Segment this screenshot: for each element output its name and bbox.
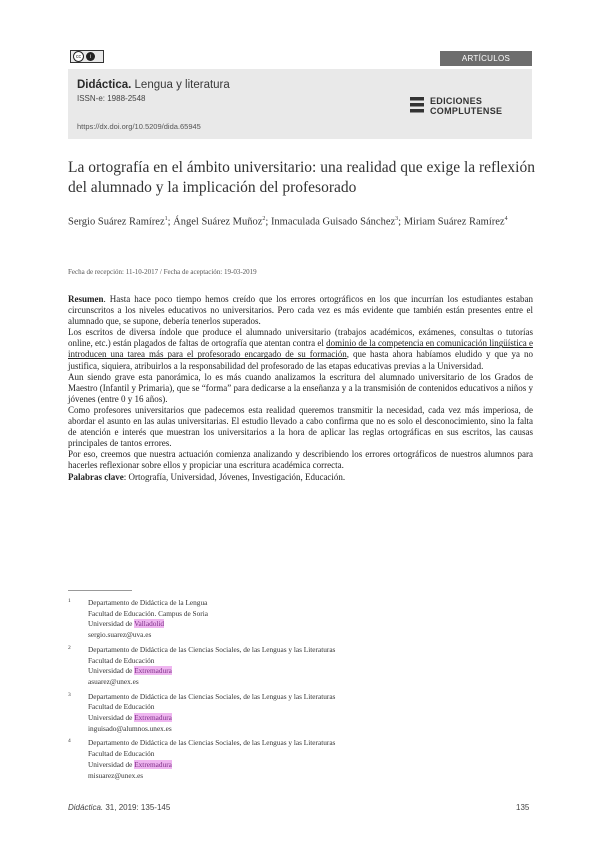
author-name: Inmaculada Guisado Sánchez bbox=[270, 216, 396, 228]
journal-name-bold: Didáctica. bbox=[77, 79, 132, 91]
footnote-number: 2 bbox=[68, 644, 71, 651]
cc-license-badge bbox=[70, 50, 104, 63]
abstract-paragraph: Por eso, creemos que nuestra actuación comienza analizando y describiendo los errores ortográficos de nuestros alumnos para hacerles reflexionar sobre ellos y propiciar una escritura académica correcta. bbox=[68, 449, 533, 471]
footnote: 2 Departamento de Didáctica de las Ciencias Sociales, de las Lenguas y las Literaturas Facultad de Educación Universidad de Extremadura asuarez@unex.es bbox=[68, 645, 528, 688]
publisher-logo bbox=[430, 96, 502, 116]
page-number: 135 bbox=[516, 803, 530, 812]
publisher-line2: COMPLUTENSE bbox=[430, 106, 503, 116]
attribution-icon: i bbox=[86, 52, 95, 61]
publisher-line1: EDICIONES bbox=[430, 96, 483, 106]
highlighted-university: Extremadura bbox=[134, 713, 172, 723]
underlined-text: dominio de la competencia en comunicación lingüística e introducen una tarea más para el profesorado encargado de su formación bbox=[68, 338, 533, 360]
footnote: 1 Departamento de Didáctica de la Lengua Facultad de Educación. Campus de Soria Universidad de Valladolid sergio.suarez@uva.es bbox=[68, 598, 528, 641]
footnote-email[interactable]: misuarez@unex.es bbox=[88, 770, 144, 780]
footnote: 3 Departamento de Didáctica de las Ciencias Sociales, de las Lenguas y las Literaturas Facultad de Educación Universidad de Extremadura inguisado@alumnos.unex.es bbox=[68, 692, 528, 735]
journal-title bbox=[77, 79, 230, 91]
doi-link[interactable]: https://dx.doi.org/10.5209/dida.65945 bbox=[77, 122, 201, 131]
abstract-paragraph: Resumen. Hasta hace poco tiempo hemos creído que los errores ortográficos en los que incurrían los estudiantes estaban circunscritos a los niveles educativos no universitarios. Pero cada vez es más evidente que también están presentes entre el alumnado que, se supone, debería tenerlos superados. bbox=[68, 294, 533, 327]
abstract-paragraph: Como profesores universitarios que padecemos esta realidad queremos transmitir la necesidad, cada vez más imperiosa, de abordar el asunto en las aulas universitarias. El estudio llevado a cabo confirma que no es solo el desconocimiento, sino la falta de atención e interés que muestran los universitarios a la hora de aplicar las reglas ortográficas en sus escritos, las causas principales de tantos errores. bbox=[68, 404, 533, 449]
section-label: ARTÍCULOS bbox=[440, 51, 532, 66]
footnote-number: 1 bbox=[68, 598, 71, 604]
keywords-label: Palabras clave bbox=[68, 471, 124, 482]
footnote-divider bbox=[68, 590, 132, 591]
book-icon bbox=[410, 97, 424, 113]
author-ref: 3 bbox=[395, 216, 399, 222]
footnote-number: 3 bbox=[68, 691, 71, 698]
author-name: Ángel Suárez Muñoz bbox=[173, 216, 263, 228]
journal-issn: ISSN-e: 1988-2548 bbox=[77, 94, 146, 103]
abstract-paragraph: Los escritos de diversa índole que produce el alumnado universitario (trabajos académicos, exámenes, consultas o tutorías online, etc.) están plagados de faltas de ortografía que atentan contra el dominio de la competencia en comunicación lingüística e introducen una tarea más para el profesorado encargado de su formación, que hasta ahora habíamos eludido y que ya no justifica, siquiera, atribuirlos a la responsabilidad del profesorado de las etapas educativas previas a la Universidad. bbox=[68, 327, 533, 371]
abstract-label: Resumen bbox=[68, 294, 104, 304]
submission-dates: Fecha de recepción: 11-10-2017 / Fecha de aceptación: 19-03-2019 bbox=[68, 268, 257, 276]
abstract-paragraph: Aun siendo grave esta panorámica, lo es más cuando analizamos la escritura del alumnado universitario de los Grados de Maestro (Infantil y Primaria), que se “forma” para dedicarse a la enseñanza y a la transmisión de contenidos educativos a niños y jóvenes (entre 0 y 16 años). bbox=[68, 371, 533, 404]
highlighted-university: Extremadura bbox=[134, 666, 172, 676]
keywords: Palabras clave: Ortografía, Universidad, Jóvenes, Investigación, Educación. bbox=[68, 471, 346, 482]
journal-name-rest: Lengua y literatura bbox=[131, 79, 230, 91]
highlighted-university: Extremadura bbox=[134, 759, 172, 769]
author-ref: 1 bbox=[164, 216, 168, 222]
footnote-email[interactable]: inguisado@alumnos.unex.es bbox=[88, 723, 172, 733]
author-ref: 4 bbox=[504, 216, 508, 222]
author-list: Sergio Suárez Ramírez$^1$; Ángel Suárez Muñoz$^2$; Inmaculada Guisado Sánchez$^3$; Miriam Suárez Ramírez$^4$ bbox=[68, 216, 508, 228]
highlighted-university: Valladolid bbox=[134, 619, 165, 629]
author-ref: 2 bbox=[262, 216, 266, 222]
page-footer-citation: Didáctica. 31, 2019: 135-145 bbox=[68, 803, 171, 812]
footnotes bbox=[68, 598, 528, 785]
author-name: Sergio Suárez Ramírez bbox=[68, 216, 165, 228]
footnote-email[interactable]: sergio.suarez@uva.es bbox=[88, 630, 152, 640]
footnote-email[interactable]: asuarez@unex.es bbox=[88, 676, 139, 686]
cc-icon: cc bbox=[73, 51, 84, 62]
footnote-number: 4 bbox=[68, 738, 71, 745]
footnote: 4 Departamento de Didáctica de las Ciencias Sociales, de las Lenguas y las Literaturas Facultad de Educación Universidad de Extremadura misuarez@unex.es bbox=[68, 738, 528, 781]
author-name: Miriam Suárez Ramírez bbox=[403, 216, 505, 228]
abstract bbox=[68, 294, 533, 483]
article-title: La ortografía en el ámbito universitario: una realidad que exige la reflexión del alumnado y la implicación del profesorado bbox=[68, 159, 535, 196]
